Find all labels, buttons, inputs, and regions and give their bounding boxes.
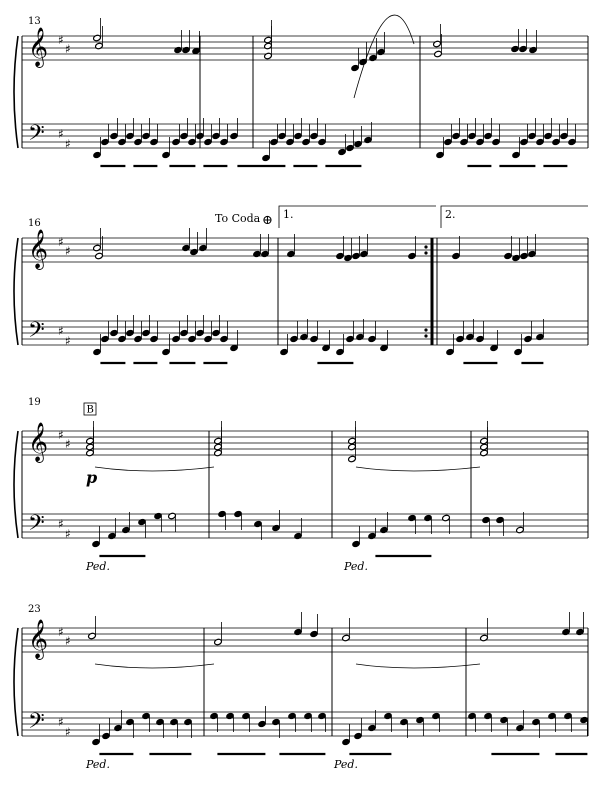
notehead [86,443,95,450]
notehead [436,151,445,158]
notehead [272,718,281,725]
bass-clef-icon: 𝄢 [28,318,45,348]
notehead [88,632,97,639]
sharp-icon: ♯ [65,725,71,739]
notehead [552,138,561,145]
notehead [280,348,289,355]
bass-clef-icon: 𝄢 [28,511,45,541]
notehead [214,443,223,450]
sharp-icon: ♯ [58,715,64,729]
slur [354,15,414,98]
notehead [484,132,493,139]
notehead [126,718,135,725]
bass-staff [22,121,588,151]
repeat-dot [424,245,427,248]
notehead [516,724,525,731]
notehead [442,514,451,521]
notehead [576,628,585,635]
notehead [278,132,287,139]
ending-bracket [441,206,588,228]
notehead [230,344,239,351]
notehead [496,516,505,523]
sharp-icon: ♯ [58,428,64,442]
notehead [182,46,191,53]
ending-2-label: 2. [445,208,456,221]
notehead [468,132,477,139]
notehead [580,716,589,723]
notehead [460,138,469,145]
notehead [138,518,147,525]
notehead [290,335,299,342]
notehead [196,132,205,139]
notehead [516,526,525,533]
notehead [182,244,191,251]
notehead [384,712,393,719]
notehead [262,154,271,161]
notehead [218,510,227,517]
sharp-icon: ♯ [65,334,71,348]
notehead [310,132,319,139]
treble-clef-icon: 𝄞 [28,422,49,462]
notehead [86,437,95,444]
notehead [354,140,363,147]
notehead [480,443,489,450]
notehead [93,244,102,251]
treble-staff [22,27,588,68]
notehead [432,712,441,719]
notehead [172,138,181,145]
notehead [234,510,243,517]
notehead [184,718,193,725]
notehead [286,138,295,145]
notehead [126,329,135,336]
notehead [220,138,229,145]
grand-staff-brace-icon [14,36,18,148]
system-16 [14,206,588,363]
notehead [532,718,541,725]
repeat-dot [424,328,427,331]
notehead [560,132,569,139]
notehead [548,712,557,719]
notehead [212,329,221,336]
notehead [310,335,319,342]
sharp-icon: ♯ [65,137,71,151]
bass-clef-icon: 𝄢 [28,121,45,151]
notehead [102,732,111,739]
sharp-icon: ♯ [65,437,71,451]
pedal-marking: Ped. [86,560,110,573]
notehead [468,712,477,719]
notehead [264,42,273,49]
measure-number: 13 [28,16,41,27]
notehead [511,45,520,52]
tie [356,664,480,668]
sharp-icon: ♯ [58,33,64,47]
system-23 [14,604,588,771]
pedal-marking: Ped. [86,758,110,771]
tie [356,467,480,471]
notehead [536,138,545,145]
notehead [180,132,189,139]
treble-clef-icon: 𝄞 [28,229,49,269]
notehead [444,138,453,145]
notehead [95,252,104,259]
notehead [150,138,159,145]
notehead [118,335,127,342]
notehead [368,532,377,539]
notehead [346,335,355,342]
notehead [230,132,239,139]
sharp-icon: ♯ [58,127,64,141]
sharp-icon: ♯ [65,527,71,541]
notehead [480,634,489,641]
notehead [368,335,377,342]
notehead [529,46,538,53]
notehead [452,132,461,139]
notehead [476,138,485,145]
system-13 [14,15,588,166]
notehead [456,335,465,342]
treble-clef-icon: 𝄞 [28,27,49,67]
notehead [93,34,102,41]
notehead [210,712,219,719]
notehead [190,248,199,255]
pedal-marking: Ped. [344,560,368,573]
notehead [377,48,386,55]
notehead [352,540,361,547]
notehead [188,335,197,342]
notehead [162,151,171,158]
grand-staff-brace-icon [14,431,18,538]
notehead [264,52,273,59]
notehead [142,132,151,139]
notehead [110,132,119,139]
repeat-dot [424,251,427,254]
notehead [180,329,189,336]
notehead [294,132,303,139]
notehead [344,254,353,261]
notehead [369,54,378,61]
measure-number: 19 [28,397,41,408]
ending-1-label: 1. [283,208,294,221]
tie [95,664,214,668]
notehead [214,437,223,444]
notehead [368,724,377,731]
notehead [568,138,577,145]
bass-notes [92,510,525,556]
notehead [544,132,553,139]
notehead [288,712,297,719]
treble-notes [86,421,489,463]
notehead [264,36,273,43]
notehead [126,132,135,139]
notehead [348,443,357,450]
notehead [500,716,509,723]
notehead [294,532,303,539]
notehead [336,348,345,355]
notehead [519,45,528,52]
notehead [86,449,95,456]
notehead [380,526,389,533]
notehead [408,252,417,259]
notehead [351,64,360,71]
treble-staff [22,422,588,463]
sharp-icon: ♯ [58,324,64,338]
notehead [416,716,425,723]
bass-staff [22,318,588,348]
notehead [480,437,489,444]
grand-staff-brace-icon [14,238,18,345]
notehead [118,138,127,145]
ending-bracket [279,206,436,228]
notehead [122,526,131,533]
notehead [484,712,493,719]
notehead [212,132,221,139]
notehead [170,718,179,725]
notehead [504,252,513,259]
notehead [142,712,151,719]
notehead [300,333,309,340]
notehead [512,254,521,261]
notehead [322,344,331,351]
notehead [188,138,197,145]
notehead [346,144,355,151]
notehead [204,138,213,145]
notehead [512,151,521,158]
notehead [110,329,119,336]
notehead [433,40,442,47]
notehead [536,333,545,340]
notehead [338,148,347,155]
notehead [154,512,163,519]
notehead [287,250,296,257]
notehead [272,524,281,531]
notehead [172,335,181,342]
notehead [156,718,165,725]
notehead [356,333,365,340]
rehearsal-mark: B [86,404,94,416]
notehead [93,151,102,158]
notehead [304,712,313,719]
coda-sign-icon: ⊕ [262,213,273,228]
notehead [446,348,455,355]
notehead [482,516,491,523]
pedal-marking: Ped. [334,758,358,771]
treble-clef-icon: 𝄞 [28,619,49,659]
notehead [142,329,151,336]
sharp-icon: ♯ [58,625,64,639]
notehead [400,718,409,725]
notehead [520,252,529,259]
notehead [342,634,351,641]
system-19 [14,397,588,573]
notehead [254,520,263,527]
notehead [108,532,117,539]
notehead [92,540,101,547]
to-coda-label: To Coda [215,212,261,225]
notehead [270,138,279,145]
notehead [258,720,267,727]
notehead [348,455,357,462]
notehead [466,333,475,340]
grand-staff-brace-icon [14,628,18,736]
notehead [514,348,523,355]
notehead [134,335,143,342]
notehead [168,512,177,519]
notehead [564,712,573,719]
notehead [476,335,485,342]
notehead [342,738,351,745]
notehead [114,724,123,731]
treble-staff [22,619,588,660]
repeat-dot [424,334,427,337]
notehead [134,138,143,145]
notehead [220,335,229,342]
tie [95,467,214,471]
notehead [226,712,235,719]
treble-notes [93,18,538,72]
notehead [92,738,101,745]
notehead [318,712,327,719]
notehead [261,250,270,257]
notehead [101,138,110,145]
sharp-icon: ♯ [58,517,64,531]
notehead [490,344,499,351]
measure-number: 23 [28,604,41,615]
notehead [310,630,319,637]
notehead [562,628,571,635]
measure-number: 16 [28,218,41,229]
notehead [434,50,443,57]
notehead [528,250,537,257]
notehead [480,449,489,456]
notehead [302,138,311,145]
notehead [524,335,533,342]
notehead [364,136,373,143]
sharp-icon: ♯ [58,235,64,249]
sharp-icon: ♯ [65,244,71,258]
notehead [192,47,201,54]
notehead [408,514,417,521]
notehead [380,344,389,351]
notehead [424,514,433,521]
notehead [253,250,262,257]
notehead [336,252,345,259]
notehead [360,250,369,257]
sharp-icon: ♯ [65,634,71,648]
notehead [354,732,363,739]
bass-clef-icon: 𝄢 [28,709,45,739]
sharp-icon: ♯ [65,42,71,56]
notehead [93,348,102,355]
notehead [150,335,159,342]
notehead [101,335,110,342]
treble-notes [93,228,537,262]
notehead [214,449,223,456]
notehead [242,712,251,719]
dynamic-marking: p [86,468,98,487]
notehead [452,252,461,259]
treble-staff [22,229,588,270]
notehead [492,138,501,145]
notehead [352,252,361,259]
notehead [214,638,223,645]
notehead [204,335,213,342]
notehead [294,628,303,635]
notehead [318,138,327,145]
notehead [199,244,208,251]
notehead [348,437,357,444]
notehead [162,348,171,355]
notehead [520,138,529,145]
treble-notes [88,612,585,646]
notehead [95,42,104,49]
notehead [174,46,183,53]
notehead [528,132,537,139]
notehead [196,329,205,336]
